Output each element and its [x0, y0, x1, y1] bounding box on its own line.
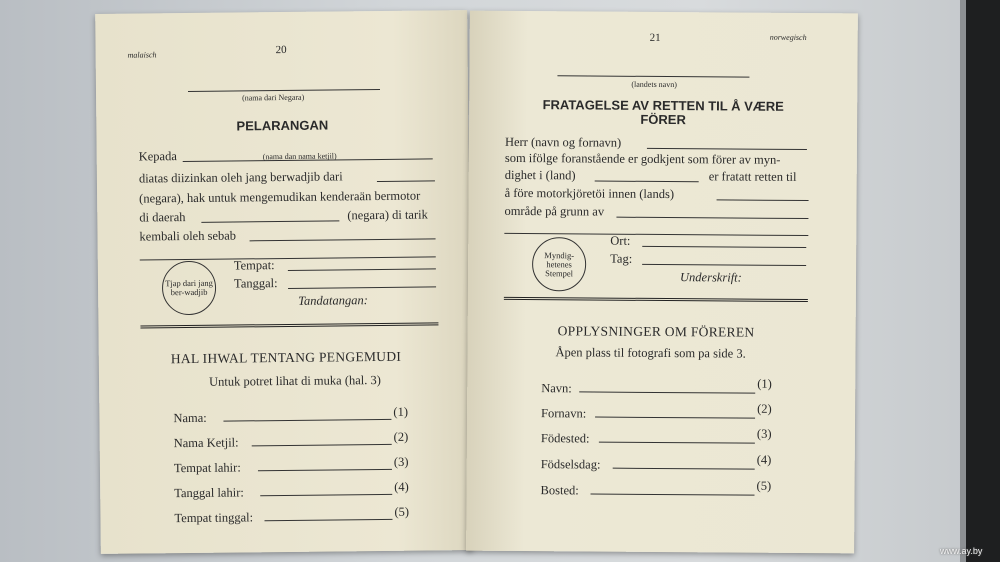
fill-line: [223, 419, 391, 422]
fill-line: [201, 220, 339, 222]
left-page: [95, 10, 473, 554]
page-number: 21: [649, 31, 661, 44]
fill-line: [613, 468, 755, 470]
stamp-text: Tjap dari jang ber-wadjib: [165, 277, 213, 298]
field-label-birthdate: Födselsdag:: [540, 457, 601, 472]
fill-line: [250, 238, 436, 241]
fill-line: [140, 256, 436, 260]
name-caption: (nama dan nama ketjil): [262, 151, 337, 162]
signature-label: Underskrift:: [679, 270, 742, 285]
form-line: er fratatt retten til: [708, 169, 797, 184]
page-number: 20: [275, 43, 287, 57]
country-line: [188, 89, 380, 92]
field-label-nickname: Nama Ketjil:: [173, 435, 239, 451]
field-number: (2): [757, 401, 772, 416]
fill-line: [258, 469, 392, 471]
field-number: (1): [757, 376, 772, 391]
fill-line: [717, 199, 809, 201]
fill-line: [599, 442, 755, 444]
place-label: Tempat:: [233, 258, 275, 273]
fill-line: [288, 268, 436, 271]
field-label-birthplace: Tempat lahir:: [173, 460, 241, 476]
field-number: (2): [393, 429, 409, 444]
photo-note: Åpen plass til fotografi som pa side 3.: [555, 345, 746, 361]
language-label: norwegisch: [769, 32, 807, 43]
stamp-circle: [162, 261, 217, 316]
country-caption: (nama dari Negara): [242, 92, 305, 103]
fill-line: [647, 148, 807, 150]
field-number: (5): [394, 504, 410, 519]
form-line: kembali oleh sebab: [139, 228, 237, 244]
page-title: FRATAGELSE AV RETTEN TIL Å VÆRE: [542, 97, 784, 114]
field-label-name: Nama:: [173, 410, 207, 426]
form-line: di daerah: [139, 210, 186, 225]
language-label: malaisch: [127, 50, 157, 60]
signature-label: Tandatangan:: [298, 293, 368, 308]
country-line: [557, 75, 749, 77]
fill-line: [642, 246, 806, 248]
fill-line: [264, 519, 392, 521]
fill-line: [642, 264, 806, 266]
fill-line: [579, 391, 755, 393]
fill-line: [260, 494, 392, 496]
field-label-name: Navn:: [541, 381, 572, 396]
stamp-text: Myndig-hetenes Stempel: [544, 249, 575, 278]
section-divider: [140, 322, 438, 331]
field-number: (3): [756, 426, 772, 441]
date-label: Tag:: [610, 251, 633, 266]
field-number: (1): [393, 404, 409, 419]
fill-line: [377, 180, 435, 182]
field-label-birthdate: Tanggal lahir:: [174, 485, 244, 501]
form-line: område på grunn av: [504, 203, 605, 219]
fill-line: [591, 494, 755, 496]
field-number: (4): [394, 479, 409, 494]
right-page: [466, 11, 858, 554]
fill-line: [595, 181, 699, 183]
field-number: (4): [756, 452, 772, 467]
place-label: Ort:: [610, 233, 631, 248]
watermark: www.ay.by: [940, 546, 983, 556]
form-line: (negara), hak untuk mengemudikan kenderaän bermotor: [139, 188, 421, 206]
field-label-residence: Tempat tinggal:: [174, 510, 254, 526]
section-title: HAL IHWAL TENTANG PENGEMUDI: [170, 348, 402, 367]
date-label: Tanggal:: [233, 276, 278, 291]
form-line: Kepada: [138, 149, 177, 164]
form-line: (negara) di tarik: [347, 207, 428, 223]
section-title: OPPLYSNINGER OM FÖREREN: [557, 323, 755, 340]
section-divider: [504, 297, 808, 305]
fill-line: [504, 233, 808, 236]
field-label-firstname: Fornavn:: [541, 406, 587, 421]
field-label-birthplace: Födested:: [540, 431, 590, 446]
booklet: [98, 12, 858, 552]
form-line: som ifölge foranstående er godkjent som förer av myn-: [504, 150, 781, 167]
field-number: (3): [393, 454, 409, 469]
country-caption: (landets navn): [631, 79, 677, 90]
page-title: PELARANGAN: [236, 117, 329, 134]
fill-line: [595, 417, 755, 419]
field-number: (5): [756, 478, 772, 493]
fill-line: [288, 286, 436, 289]
form-line: dighet i (land): [504, 167, 576, 183]
dark-object-edge: [966, 0, 1000, 562]
fill-line: [616, 217, 808, 219]
form-line: å före motorkjöretöi innen (lands): [504, 185, 675, 202]
form-line: diatas diizinkan oleh jang berwadjib dari: [138, 169, 343, 186]
stamp-circle: [532, 237, 586, 291]
field-label-residence: Bosted:: [540, 483, 579, 498]
page-title-2: FÖRER: [640, 111, 686, 128]
form-line: Herr (navn og fornavn): [504, 134, 622, 150]
fill-line: [252, 444, 392, 446]
photo-note: Untuk potret lihat di muka (hal. 3): [208, 372, 381, 389]
